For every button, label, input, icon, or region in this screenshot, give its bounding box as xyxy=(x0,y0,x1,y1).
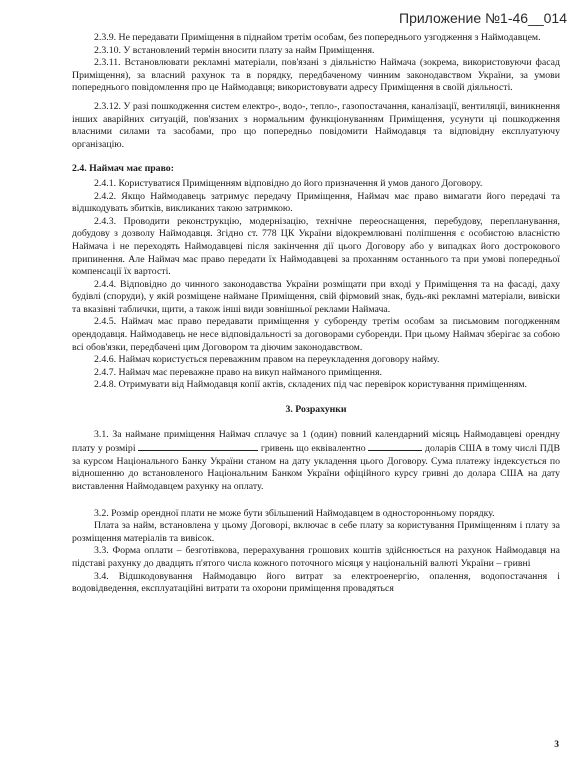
clause-3-4: 3.4. Відшкодовування Наймодавцю його витрат за електроенергію, опалення, водопостачання і водовідведення, експлуатаційні витрати та охорони приміщення провадяться xyxy=(72,570,560,595)
usd-amount-blank[interactable] xyxy=(368,441,422,451)
document-body xyxy=(72,32,560,596)
clause-2-4-2: 2.4.2. Якщо Наймодавець затримує передачу Приміщення, Наймач має право вимагати його передачі та відшкодувать збитків, викликаних такою затримкою. xyxy=(72,190,560,215)
rent-amount-blank[interactable] xyxy=(138,441,258,451)
clause-2-3-10: 2.3.10. У встановлений термін вносити плату за найм Приміщення. xyxy=(94,44,375,56)
clause-2-3-12: 2.3.12. У разі пошкодження систем електро-, водо-, тепло-, газопостачання, каналізації, вентиляції, виникнення інших аварійних ситуацій, пов'язаних з нормальним функціонуванням Приміщення, усунути ці пошкодження власними силами та засобами, про що попередньо повідомити Наймодавця та відповідну експлуатуючу організацію. xyxy=(72,100,560,150)
clause-3-1 xyxy=(72,429,560,494)
clause-3-2-b: Плата за найм, встановлена у цьому Договорі, включає в себе плату за користування Приміщенням і плату за розміщення матеріалів та вивісок. xyxy=(72,520,560,544)
clause-2-3-11: 2.3.11. Встановлювати рекламні матеріали, пов'язані з діяльністю Наймача (зокрема, використовуючи фасад Приміщення), за власний рахунок та в порядку, передбаченому чинним законодавством України, за умови попереднього повідомлення про це Наймодавця; використовувати адресу Приміщення в своїй діяльності. xyxy=(72,57,560,94)
clause-2-3-9: 2.3.9. Не передавати Приміщення в піднайом третім особам, без попереднього узгодження з Наймодавцем. xyxy=(94,32,541,43)
clause-2-4-6: 2.4.6. Наймач користується переважним правом на переукладення договору найму. xyxy=(94,354,440,366)
clause-2-4-8: 2.4.8. Отримувати від Наймодавця копії актів, складених під час перевірок користування приміщенням. xyxy=(94,379,527,391)
page-number: 3 xyxy=(554,740,559,750)
clause-3-1-part-a: 3.1. За наймане приміщення Наймач сплачує за 1 (один) повний календарний місяць Наймодавцеві орендну плату у розмірі xyxy=(72,428,560,455)
clause-2-4-4: 2.4.4. Відповідно до чинного законодавства України розміщати при вході у Приміщення та на фасаді, даху будівлі (споруди), у якій розміщене наймане Приміщення, свій фірмовий знак, будь-які рекламні матеріали, вивіски та вказівні таблички, щити, а також інші види зовнішньої реклами Наймача. xyxy=(72,278,560,315)
clause-2-4-5: 2.4.5. Наймач має право передавати приміщення у суборенду третім особам за письмовим погодженням орендодавця. Наймодавець не несе відповідальності за договорами суборенди. При цьому Наймач зберігає за собою всі обов'язки, передбачені цим Договором та діючим законодавством. xyxy=(72,316,560,353)
clause-2-4-7: 2.4.7. Наймач має переважне право на викуп найманого приміщення. xyxy=(94,366,382,378)
section-2-4-title: 2.4. Наймач має право: xyxy=(72,163,174,175)
clause-3-2: 3.2. Розмір орендної плати не може бути збільшений Наймодавцем в односторонньому порядку. xyxy=(94,507,495,519)
clause-3-3: 3.3. Форма оплати – безготівкова, перерахування грошових коштів здійснюється на рахунок Наймодавця на підставі рахунку до двадцять п'ятого числа кожного поточного місяця у національній валюті України – гривні xyxy=(72,545,560,569)
section-3-title: 3. Розрахунки xyxy=(285,404,347,416)
clause-3-1-part-c: доларів США в тому числі ПДВ за курсом Національного Банку України станом на дату укладення цього Договору. Сума платежу індексується по відношенню до встановленого Національним Банком України офіційного курсу гривні до долара США на дату виставлення Наймодавцем рахунку на оплату. xyxy=(72,443,560,492)
clause-2-4-3: 2.4.3. Проводити реконструкцію, модернізацію, технічне переоснащення, перебудову, перепланування, добудову з дозволу Наймодавця. Згідно ст. 778 ЦК України відокремлювані поліпшення є особистою власністю Наймача і не переходять Наймодавцеві після закінчення дії цього Договору або у випадках його дострокового припинення. Але Наймач має право передати їх Наймодавцеві за проханням останнього та при умові попередньої компенсації їх вартості. xyxy=(72,215,560,278)
clause-3-1-part-b: гривень що еквівалентно xyxy=(260,443,366,455)
clause-2-4-1: 2.4.1. Користуватися Приміщенням відповідно до його призначення й умов даного Договору. xyxy=(94,177,483,189)
attachment-stamp: Приложение №1-46__014 xyxy=(399,10,567,26)
